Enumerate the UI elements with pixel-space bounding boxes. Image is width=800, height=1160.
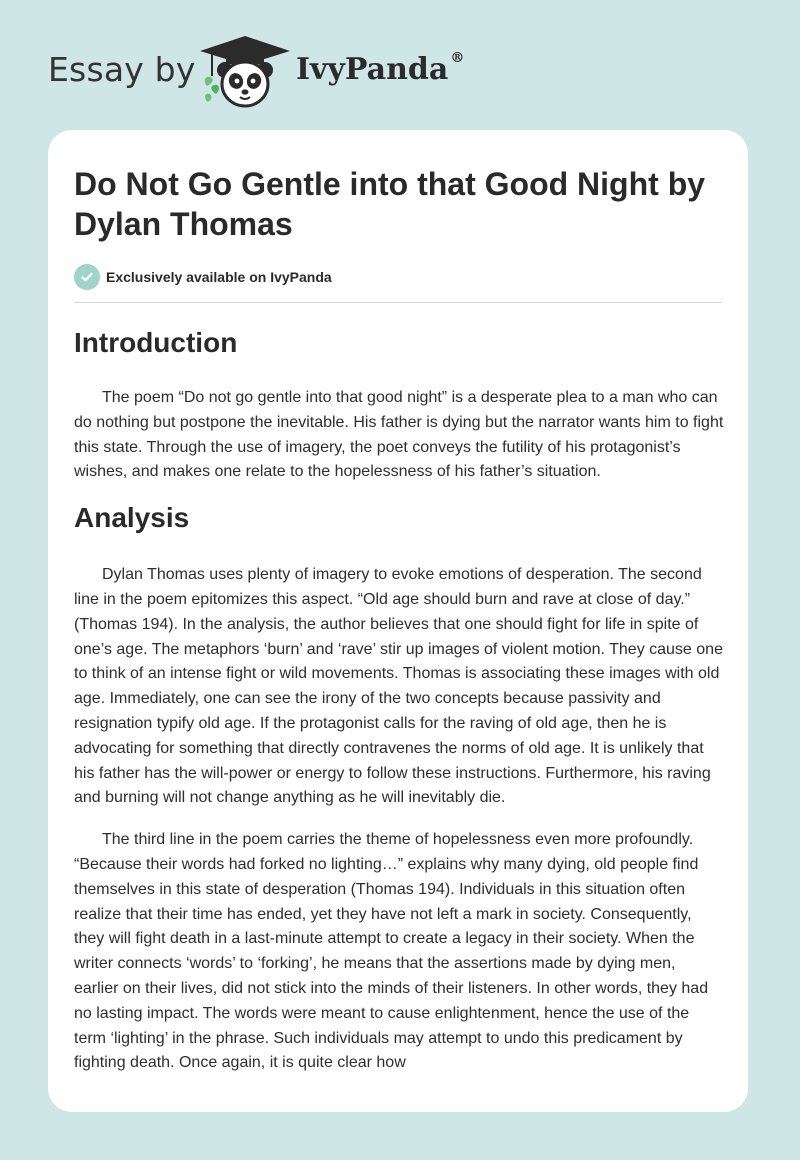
section-heading-analysis: Analysis [74, 502, 190, 534]
registered-mark: ® [450, 50, 465, 66]
paragraph-introduction-1: The poem “Do not go gentle into that good night” is a desperate plea to a man who can do nothing but postpone the inevitable. His father is dying but the narrator wants him to fight this state. Through the use of imagery, the poet conveys the futility of his protagonist’s wishes, and makes one relate to the hopelessness of his father’s situation. [74, 389, 724, 481]
brand-name[interactable] [296, 52, 464, 87]
essay-title: Do Not Go Gentle into that Good Night by Dylan Thomas [74, 166, 706, 242]
site-header [0, 0, 800, 128]
paragraph-analysis-2: The third line in the poem carries the theme of hopelessness even more profoundly. “Because their words had forked no lighting…” explains why many dying, old people find themselves in this state of desperation (Thomas 194). Individuals in this situation often realize that their time has ended, yet they have not left a mark in society. Consequently, they will fight death in a last-minute attempt to create a legacy in their society. When the writer connects ‘words’ to ‘forking’, he means that the assertions made by dying men, earlier on their lives, did not stick into the minds of their listeners. In other words, they had no lasting impact. The words were meant to cause enlightenment, hence the use of the term ‘lighting’ in the phrase. Such individuals may attempt to undo this predicament by fighting death. Once again, it is quite clear how [74, 831, 709, 1072]
panda-logo-icon[interactable] [198, 34, 292, 110]
essay-by-label: Essay by [48, 50, 196, 89]
essay-body [74, 323, 724, 1076]
essay-card [48, 130, 748, 1112]
paragraph-analysis-1: Dylan Thomas uses plenty of imagery to evoke emotions of desperation. The second line in the poem epitomizes this aspect. “Old age should burn and rave at close of day.” (Thomas 194). In the analysis, the author believes that one should fight for life in spite of one’s age. The metaphors ‘burn’ and ‘rave’ stir up images of violent motion. They cause one to think of an intense fight or wild movements. Thomas is associating these images with old age. Immediately, one can see the irony of the two concepts because passivity and resignation typify old age. If the protagonist calls for the raving of old age, then he is advocating for something that directly contravenes the norms of old age. It is unlikely that his father has the will-power or energy to follow these instructions. Furthermore, his raving and burning will not change anything as he will inevitably die. [74, 566, 723, 807]
exclusive-label: Exclusively available on IvyPanda [106, 269, 332, 285]
check-icon [74, 264, 100, 290]
section-heading-introduction: Introduction [74, 327, 238, 358]
title-divider [74, 302, 722, 303]
exclusive-badge [74, 264, 332, 290]
brand-text: IvyPanda [296, 52, 449, 87]
